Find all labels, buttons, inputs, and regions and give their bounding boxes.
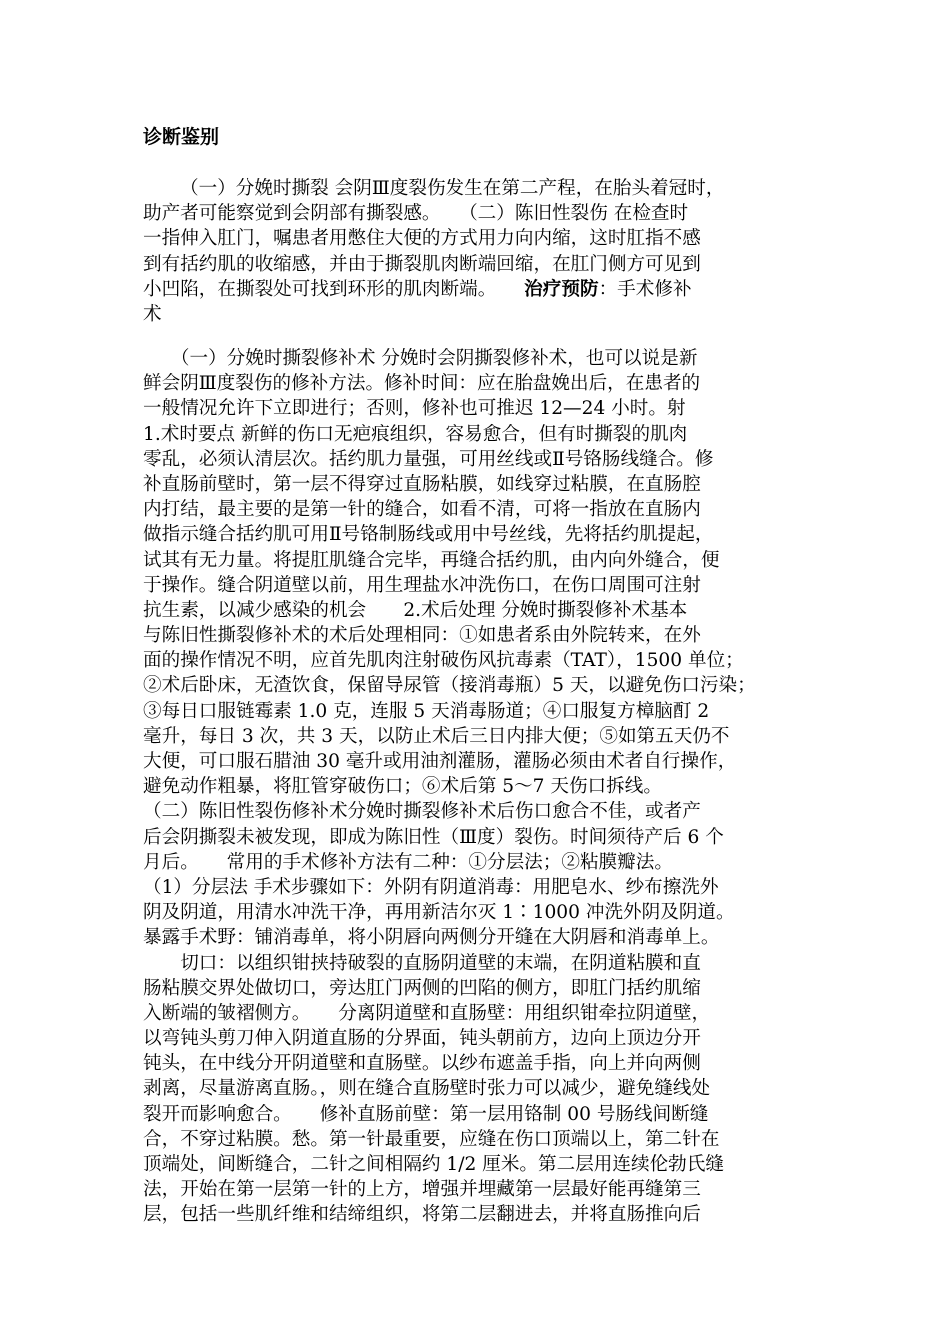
text-line: 层，包括一些肌纤维和结缔组织，将第二层翻进去，并将直肠推向后 — [143, 1204, 701, 1226]
text-line: 合，不穿过粘膜。愁。第一针最重要，应缝在伤口顶端以上，第二针在 — [143, 1128, 720, 1150]
text-line: 避免动作粗暴，将肛管穿破伤口；⑥术后第 5～7 天伤口拆线。 — [143, 776, 662, 798]
text-line: 暴露手术野：铺消毒单，将小阴唇向两侧分开缝在大阴唇和消毒单上。 — [143, 927, 720, 949]
treatment-label: 治疗预防 — [524, 278, 599, 300]
text-line: 切口：以组织钳挟持破裂的直肠阴道壁的末端，在阴道粘膜和直 — [143, 952, 701, 974]
text-line: 后会阴撕裂未被发现，即成为陈旧性（Ⅲ度）裂伤。时间须待产后 6 个 — [143, 826, 724, 848]
text-line: 鲜会阴Ⅲ度裂伤的修补方法。修补时间：应在胎盘娩出后，在患者的 — [143, 373, 701, 395]
text-line: 一般情况允许下立即进行；否则，修补也可推迟 12—24 小时。射 — [143, 398, 686, 420]
text-line: 零乱，必须认清层次。括约肌力量强，可用丝线或Ⅱ号铬肠线缝合。修 — [143, 448, 714, 470]
diagnosis-paragraph — [143, 176, 823, 327]
text-line: 面的操作情况不明，应首先肌肉注射破伤风抗毒素（TAT），1500 单位； — [143, 650, 744, 672]
text-line: （一）分娩时撕裂 会阴Ⅲ度裂伤发生在第二产程，在胎头着冠时， — [180, 178, 725, 199]
text-line: 助产者可能察觉到会阴部有撕裂感。 （二）陈旧性裂伤 在检查时 — [143, 203, 689, 225]
treatment-paragraph — [143, 346, 823, 1228]
text-line: 肠粘膜交界处做切口，旁达肛门两侧的凹陷的侧方，即肛门括约肌缩 — [143, 977, 701, 999]
text-fragment: 小凹陷，在撕裂处可找到环形的肌肉断端。 — [143, 278, 525, 300]
section-heading: 诊断鉴别 — [143, 126, 220, 148]
text-line: 入断端的皱褶侧方。 分离阴道壁和直肠壁：用组织钳牵拉阴道壁， — [143, 1002, 711, 1024]
text-line: 一指伸入肛门，嘱患者用憋住大便的方式用力向内缩，这时肛指不感 — [143, 228, 701, 250]
treatment-text: ：手术修补 — [598, 278, 692, 300]
text-line: （1）分层法 手术步骤如下：外阴有阴道消毒：用肥皂水、纱布擦洗外 — [143, 876, 719, 898]
text-line: 钝头，在中线分开阴道壁和直肠壁。以纱布遮盖手指，向上并向两侧 — [143, 1053, 701, 1075]
text-line: （一）分娩时撕裂修补术 分娩时会阴撕裂修补术，也可以说是新 — [143, 348, 698, 369]
text-line: 于操作。缝合阴道壁以前，用生理盐水冲洗伤口，在伤口周围可注射 — [143, 574, 701, 596]
text-line: 与陈旧性撕裂修补术的术后处理相同：①如患者系由外院转来，在外 — [143, 625, 701, 647]
text-line: 毫升，每日 3 次，共 3 天，以防止术后三日内排大便；⑤如第五天仍不 — [143, 725, 730, 747]
text-line: 到有括约肌的收缩感，并由于撕裂肌肉断端回缩，在肛门侧方可见到 — [143, 253, 701, 275]
text-line: ③每日口服链霉素 1.0 克，连服 5 天消毒肠道；④口服复方樟脑酊 2 — [143, 700, 710, 722]
text-line: 顶端处，间断缝合，二针之间相隔约 1/2 厘米。第二层用连续伦勃氏缝 — [143, 1154, 724, 1175]
text-line: 阴及阴道，用清水冲洗干净，再用新洁尔灭 1∶1000 冲洗外阴及阴道。 — [143, 902, 735, 924]
text-line: 补直肠前壁时，第一层不得穿过直肠粘膜，如线穿过粘膜，在直肠腔 — [143, 473, 701, 495]
text-line: 以弯钝头剪刀伸入阴道直肠的分界面，钝头朝前方，边向上顶边分开 — [143, 1028, 701, 1050]
text-line: 抗生素，以减少感染的机会 2.术后处理 分娩时撕裂修补术基本 — [143, 599, 688, 621]
text-line: 试其有无力量。将提肛肌缝合完毕，再缝合括约肌，由内向外缝合，便 — [143, 549, 720, 571]
text-line — [143, 277, 823, 302]
text-line: 裂开而影响愈合。 修补直肠前壁：第一层用铬制 00 号肠线间断缝 — [143, 1103, 709, 1125]
text-line: 大便，可口服石腊油 30 毫升或用油剂灌肠，灌肠必须由术者自行操作， — [143, 751, 737, 772]
text-line: 术 — [143, 303, 162, 325]
text-line: 剥离，尽量游离直肠。，则在缝合直肠壁时张力可以减少，避免缝线处 — [143, 1078, 711, 1100]
text-line: 内打结，最主要的是第一针的缝合，如看不清，可将一指放在直肠内 — [143, 499, 701, 521]
text-line: （二）陈旧性裂伤修补术分娩时撕裂修补术后伤口愈合不佳，或者产 — [143, 801, 701, 823]
text-line: 做指示缝合括约肌可用Ⅱ号铬制肠线或用中号丝线，先将括约肌提起， — [143, 524, 714, 546]
text-line: 1.术时要点 新鲜的伤口无疤痕组织，容易愈合，但有时撕裂的肌肉 — [143, 423, 688, 445]
text-line: 月后。 常用的手术修补方法有二种：①分层法；②粘膜瓣法。 — [143, 851, 673, 873]
text-line: 法，开始在第一层第一针的上方，增强并埋藏第一层最好能再缝第三 — [143, 1179, 701, 1201]
text-line: ②术后卧床，无渣饮食，保留导尿管（接消毒瓶）5 天，以避免伤口污染； — [143, 675, 756, 697]
